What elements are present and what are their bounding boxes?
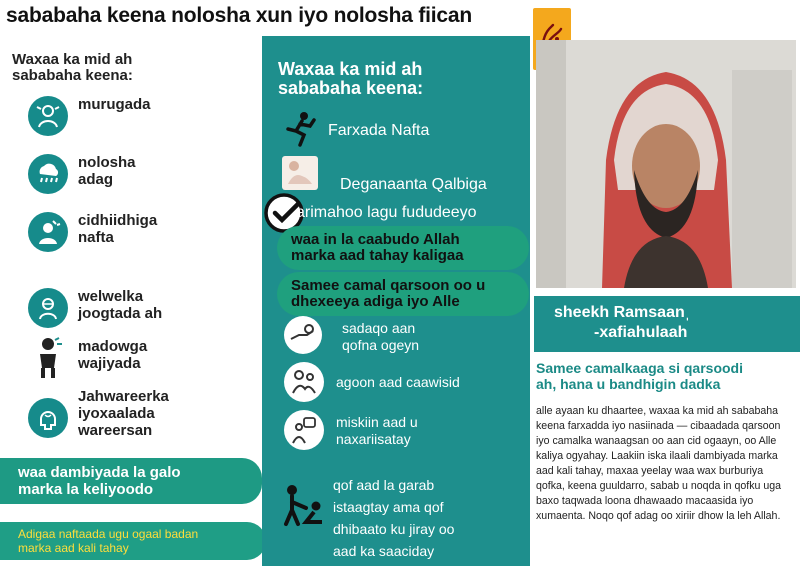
middle-heading-line: Waxaa ka mid ah bbox=[278, 59, 423, 79]
left-item-dark-faces bbox=[28, 338, 258, 378]
deed-helping bbox=[333, 474, 454, 562]
left-heading-line: Waxaa ka mid ah bbox=[12, 51, 133, 68]
anxiety-icon bbox=[28, 288, 68, 328]
banner-line: Adigaa naftaada ugu ogaal badan bbox=[18, 527, 199, 541]
left-item-label: welwelka bbox=[78, 288, 144, 305]
joy-of-soul-label: Farxada Nafta bbox=[328, 122, 430, 139]
body-paragraph: alle ayaan ku dhaartee, waxaa ka mid ah sababaha keena farxadda iyo nasiinada — cibaadada qarsoon iyo camalka wanaagsan oo aan cid ogaayn, oo Alle kaliya ogyahay. Laakiin iska ilaali dambiyada marka aad kali tahay, maxaa yeelay waa wax burburiya qofka, keena guuldarro, sabab u noqda in qofku uga baxo taqwada loona dhawaado macaasida iyo xumaenta. Noqo qof adag oo xiriir dhow la leh Allah. bbox=[536, 405, 782, 522]
left-item-label: cidhiidhiga bbox=[78, 212, 158, 229]
banner-line: marka la keliyoodo bbox=[18, 481, 154, 498]
left-item-label: nafta bbox=[78, 229, 114, 246]
sheikh-name: sheekh Ramsaan bbox=[554, 304, 685, 321]
left-item-label: madowga bbox=[78, 338, 148, 355]
middle-heading bbox=[278, 60, 423, 98]
left-item-label: wajiyada bbox=[78, 355, 141, 372]
deed-line: istaagtay ama qof bbox=[333, 499, 444, 515]
sheikh-photo bbox=[536, 40, 796, 288]
deed-line: sadaqo aan bbox=[342, 320, 416, 336]
secret-deed-callout bbox=[277, 272, 529, 316]
left-item-label: nolosha bbox=[78, 154, 136, 171]
sheikh-honorific: -xafiahulaah bbox=[594, 324, 688, 341]
callout-line: Samee camal qarsoon oo u bbox=[291, 277, 486, 294]
deed-poor bbox=[336, 414, 418, 448]
stress-icon bbox=[28, 96, 68, 136]
deed-charity bbox=[342, 320, 419, 354]
deed-line: aad ka saaciday bbox=[333, 543, 435, 559]
middle-heading-line: sababaha keena: bbox=[278, 78, 424, 98]
subheading-line: Samee camalkaaga si qarsoodi bbox=[536, 360, 743, 376]
poor-person-icon bbox=[284, 410, 324, 450]
pressure-icon bbox=[28, 212, 68, 252]
deed-line: dhibaato ku jiray oo bbox=[333, 521, 455, 537]
sheikh-name-banner bbox=[534, 296, 800, 352]
left-item-hard-life bbox=[28, 154, 258, 194]
left-item-confusion bbox=[28, 388, 258, 439]
left-item-label: adag bbox=[78, 171, 114, 188]
banner-line: waa dambiyada la galo bbox=[18, 464, 181, 481]
deed-line: qofna ogeyn bbox=[342, 337, 420, 353]
affairs-eased-label: arimahoo lagu fududeeyo bbox=[296, 204, 477, 221]
charity-hand-icon bbox=[284, 316, 322, 354]
brain-icon bbox=[28, 398, 68, 438]
sheikh-name-mark: ˌ bbox=[684, 304, 691, 321]
deed-line: qof aad la garab bbox=[333, 477, 435, 493]
deed-line: agoon aad caawisid bbox=[336, 374, 460, 390]
self-awareness-banner bbox=[0, 522, 266, 560]
left-heading bbox=[12, 52, 133, 84]
deed-line: miskiin aad u bbox=[336, 414, 418, 430]
deed-line: naxariisatay bbox=[336, 431, 411, 447]
left-item-sadness bbox=[28, 96, 258, 136]
deed-orphan bbox=[336, 374, 460, 391]
left-heading-line: sababaha keena: bbox=[12, 67, 133, 84]
sheikh-portrait-illustration bbox=[536, 40, 796, 288]
page-title: sababaha keena nolosha xun iyo nolosha fiican bbox=[6, 4, 472, 27]
left-item-label: Jahwareerka bbox=[78, 388, 169, 405]
helping-people-icon bbox=[280, 484, 328, 528]
callout-line: marka aad tahay kaligaa bbox=[291, 247, 464, 264]
sins-in-private-banner bbox=[0, 458, 262, 504]
left-item-label: iyoxaalada bbox=[78, 405, 155, 422]
rain-cloud-icon bbox=[28, 154, 68, 194]
left-item-worry bbox=[28, 288, 258, 328]
subheading-line: ah, hana u bandhigin dadka bbox=[536, 376, 721, 392]
callout-line: dhexeeya adiga iyo Alle bbox=[291, 293, 460, 310]
worship-alone-callout bbox=[277, 226, 529, 270]
jumping-joy-icon bbox=[282, 110, 320, 148]
banner-line: marka aad kali tahay bbox=[18, 541, 129, 555]
left-item-label: joogtada ah bbox=[78, 305, 163, 322]
heart-calm-label: Deganaanta Qalbiga bbox=[340, 176, 487, 193]
callout-line: waa in la caabudo Allah bbox=[291, 231, 460, 248]
tired-person-icon bbox=[28, 338, 68, 378]
help-elder-icon bbox=[284, 362, 324, 402]
left-item-label: wareersan bbox=[78, 422, 153, 439]
left-item-distress bbox=[28, 212, 258, 252]
secret-deeds-subheading bbox=[536, 360, 792, 392]
left-item-label: murugada bbox=[78, 96, 151, 113]
calm-heart-icon bbox=[282, 156, 318, 190]
